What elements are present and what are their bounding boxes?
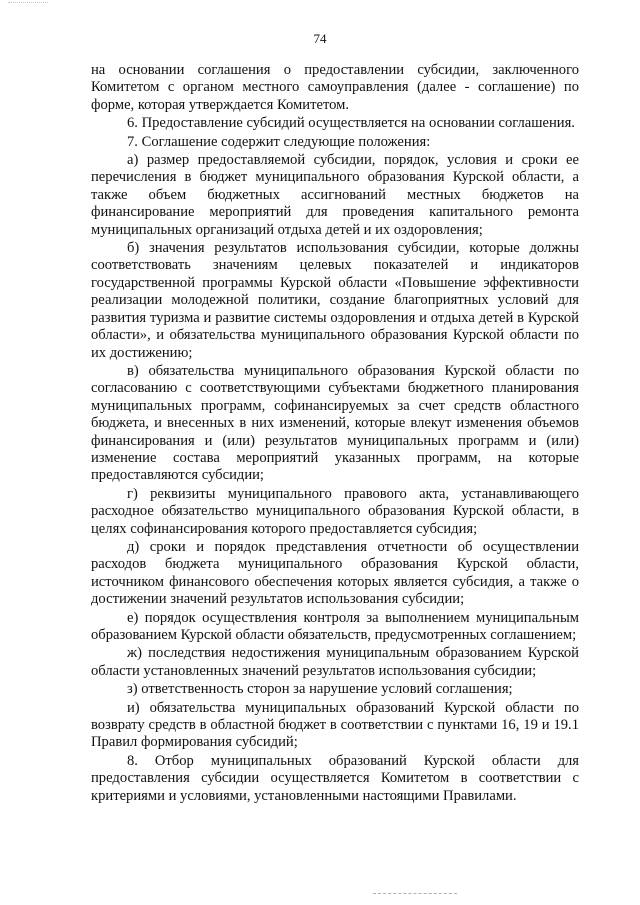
paragraph-subitem-z: з) ответственность сторон за нарушение условий соглашения; [127, 681, 513, 698]
footer-rule [373, 893, 457, 894]
paragraph-item-7: 7. Соглашение содержит следующие положения: [127, 133, 431, 150]
paragraph-continuation: на основании соглашения о предоставлении субсидии, заключенного Комитетом с органом местного самоуправления (далее - соглашение) по форме, которая утверждается Комитетом. [91, 62, 579, 113]
paragraph-item-8: 8. Отбор муниципальных образований Курской области для предоставления субсидии осуществляется Комитетом в соответствии с критериями и условиями, установленными настоящими Правилами. [91, 752, 579, 804]
paragraph-subitem-e: е) порядок осуществления контроля за выполнением муниципальным образованием Курской области обязательств, предусмотренных соглашением; [91, 609, 579, 643]
scan-mark [8, 2, 48, 3]
paragraph-subitem-g: г) реквизиты муниципального правового акта, устанавливающего расходное обязательство муниципального образования Курской области, в целях софинансирования которого предоставляется субсидия; [91, 485, 579, 537]
paragraph-subitem-a: а) размер предоставляемой субсидии, порядок, условия и сроки ее перечисления в бюджет муниципального образования Курской области, а также объем бюджетных ассигнований местных бюджетов на финансирование мероприятий для проведения капитального ремонта муниципальных организаций отдыха детей и их оздоровления; [91, 152, 579, 238]
paragraph-item-6: 6. Предоставление субсидий осуществляется на основании соглашения. [127, 115, 575, 132]
page-number: 74 [313, 31, 327, 46]
paragraph-subitem-zh: ж) последствия недостижения муниципальным образованием Курской области установленных значений результатов использования субсидии; [91, 645, 579, 679]
paragraph-subitem-v: в) обязательства муниципального образования Курской области по согласованию с соответствующими субъектами бюджетного планирования муниципальных программ, софинансируемых за счет средств областного бюджета, и внесенных в них изменений, которые влекут изменения объемов финансирования и (или) результатов муниципальных программ и (или) изменение состава мероприятий указанных программ, на которые предоставляются субсидии; [91, 362, 579, 484]
paragraph-subitem-b: б) значения результатов использования субсидии, которые должны соответствовать значениям целевых показателей и индикаторов государственной программы Курской области «Повышение эффективности реализации молодежной политики, создание благоприятных условий для развития туризма и развитие системы оздоровления и отдыха детей в Курской области», и обязательства муниципального образования Курской области по их достижению; [91, 240, 579, 361]
document-body [91, 62, 579, 805]
paragraph-subitem-d: д) сроки и порядок представления отчетности об осуществлении расходов бюджета муниципального образования Курской области, источником финансового обеспечения которых является субсидия, а также о достижении значений результатов использования субсидии; [91, 538, 579, 608]
paragraph-subitem-i: и) обязательства муниципальных образований Курской области по возврату средств в областной бюджет в соответствии с пунктами 16, 19 и 19.1 Правил формирования субсидий; [91, 699, 579, 751]
